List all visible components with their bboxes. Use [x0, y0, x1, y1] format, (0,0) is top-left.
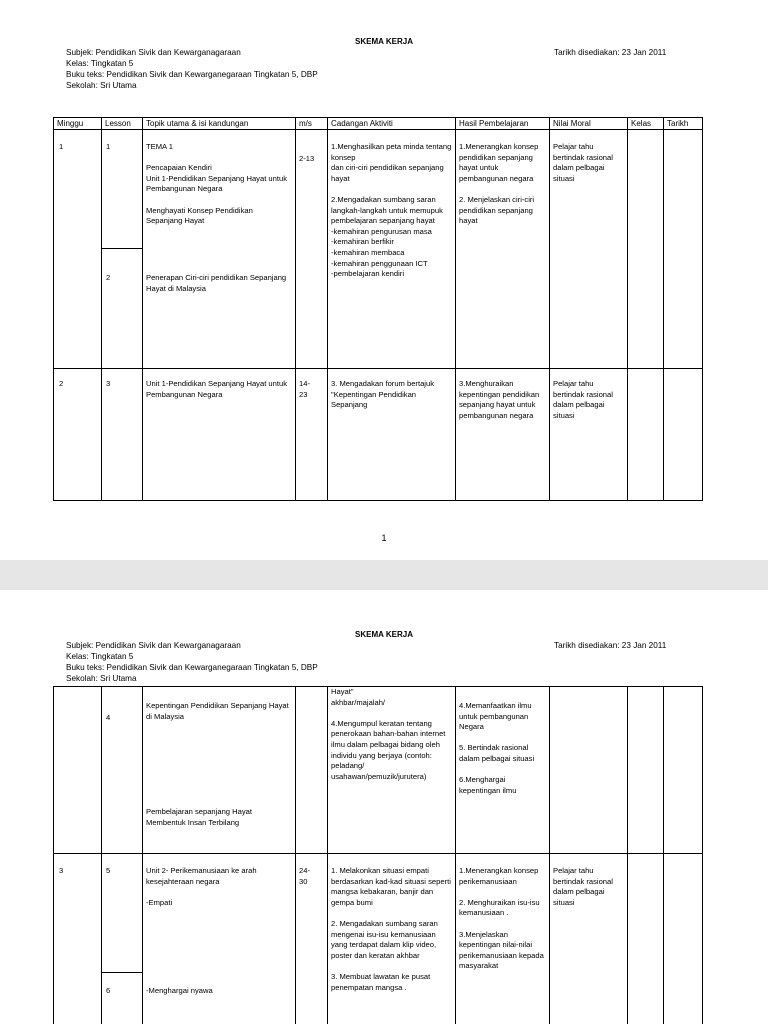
cell-topik: Unit 1-Pendidikan Sepanjang Hayat untuk Pembangunan Negara [146, 379, 287, 399]
cell-topik: Kepentingan Pendidikan Sepanjang Hayat di Malaysia [146, 701, 289, 721]
school-line: Sekolah: Sri Utama [66, 674, 137, 683]
cell-hasil: 1.Menerangkan konsep pendidikan sepanjang hayat untuk pembangunan negara 2. Menjelaskan ciri-ciri pendidikan sepanjang hayat [459, 142, 539, 226]
header-topik: Topik utama & isi kandungan [146, 119, 249, 128]
subject-line: Subjek: Pendidikan Sivik dan Kewarganagaraan [66, 48, 241, 57]
cell-lesson: 6 [106, 986, 111, 995]
cell-hasil: 3.Menghuraikan kepentingan pendidikan sepanjang hayat untuk pembangunan negara [459, 379, 540, 420]
cell-nilai: Pelajar tahu bertindak rasional dalam pelbagai situasi [553, 866, 613, 907]
cell-ms: 2-13 [299, 154, 315, 163]
cell-ms: 14- 23 [299, 379, 310, 399]
header-nilai: Nilai Moral [553, 119, 591, 128]
prepared-date: Tarikh disediakan: 23 Jan 2011 [554, 48, 667, 57]
doc-title: SKEMA KERJA [355, 630, 413, 639]
cell-aktiviti: 1. Melakonkan situasi empati berdasarkan kad-kad situasi seperti mangsa kebakaran, banjir dan gempa bumi 2. Mengadakan sumbang saran mengenai isu-isu kemanusiaan yang terdapat dalam klip video, poster dan keratan akhbar 3. Membuat lawatan ke pusat penempatan mangsa . [331, 866, 451, 992]
textbook-line: Buku teks: Pendidikan Sivik dan Kewarganegaraan Tingkatan 5, DBP [66, 663, 318, 672]
cell-nilai: Pelajar tahu bertindak rasional dalam pelbagai situasi [553, 142, 613, 183]
header-kelas: Kelas [631, 119, 652, 128]
school-line: Sekolah: Sri Utama [66, 81, 137, 90]
cell-topik: Unit 2- Perikemanusiaan ke arah kesejahteraan negara -Empati [146, 866, 257, 907]
cell-topik: Pembelajaran sepanjang Hayat Membentuk Insan Terbilang [146, 807, 252, 827]
cell-aktiviti: 1.Menghasilkan peta minda tentang konsep dan ciri-ciri pendidikan sepanjang hayat 2.Mengadakan sumbang saran langkah-langkah untuk memupuk pembelajaran sepanjang hayat -kemahiran pengurusan masa -kemahiran berfikir -kemahiran membaca -kemahiran penggunaan ICT -pembelajaran kendiri [331, 142, 452, 279]
cell-lesson: 2 [106, 273, 111, 282]
cell-topik: Penerapan Ciri-ciri pendidikan Sepanjang Hayat di Malaysia [146, 273, 287, 293]
cell-aktiviti: 3. Mengadakan forum bertajuk "Kepentingan Pendidikan Sepanjang [331, 379, 434, 410]
cell-minggu: 1 [59, 142, 64, 151]
page-separator [0, 560, 768, 590]
header-ms: m/s [299, 119, 312, 128]
cell-nilai: Pelajar tahu bertindak rasional dalam pelbagai situasi [553, 379, 613, 420]
cell-lesson: 3 [106, 379, 111, 388]
cell-topik: -Menghargai nyawa [146, 986, 213, 995]
document-page-2 [0, 590, 768, 1024]
cell-lesson: 1 [106, 142, 111, 151]
cell-hasil: 1.Menerangkan konsep perikemanusiaan 2. Menghuraikan isu-isu kemanusiaan . 3.Menjelaskan kepentingan nilai-nilai perikemanusiaan kepada masyarakat [459, 866, 544, 971]
cell-topik: TEMA 1 Pencapaian Kendiri Unit 1-Pendidikan Sepanjang Hayat untuk Pembangunan Negara Menghayati Konsep Pendidikan Sepanjang Hayat [146, 142, 287, 226]
cell-ms: 24- 30 [299, 866, 310, 886]
header-aktiviti: Cadangan Aktiviti [331, 119, 393, 128]
page-number: 1 [381, 533, 387, 543]
cell-lesson: 4 [106, 713, 111, 722]
cell-aktiviti: Hayat" akhbar/majalah/ 4.Mengumpul keratan tentang penerokaan bahan-bahan internet ilmu dalam pelbagai bidang oleh individu yang berjaya (contoh: peladang/ usahawan/pemuzik/jurutera) [331, 687, 446, 781]
class-line: Kelas: Tingkatan 5 [66, 59, 134, 68]
header-minggu: Minggu [57, 119, 84, 128]
doc-title: SKEMA KERJA [355, 37, 413, 46]
header-lesson: Lesson [105, 119, 131, 128]
cell-hasil: 4.Memanfaatkan ilmu untuk pembangunan Negara 5. Bertindak rasional dalam pelbagai situasi 6.Menghargai kepentingan ilmu [459, 701, 535, 795]
class-line: Kelas: Tingkatan 5 [66, 652, 134, 661]
prepared-date: Tarikh disediakan: 23 Jan 2011 [554, 641, 667, 650]
header-tarikh: Tarikh [667, 119, 689, 128]
textbook-line: Buku teks: Pendidikan Sivik dan Kewarganegaraan Tingkatan 5, DBP [66, 70, 318, 79]
cell-lesson: 5 [106, 866, 111, 875]
cell-minggu: 2 [59, 379, 64, 388]
cell-minggu: 3 [59, 866, 64, 875]
header-hasil: Hasil Pembelajaran [459, 119, 529, 128]
subject-line: Subjek: Pendidikan Sivik dan Kewarganagaraan [66, 641, 241, 650]
